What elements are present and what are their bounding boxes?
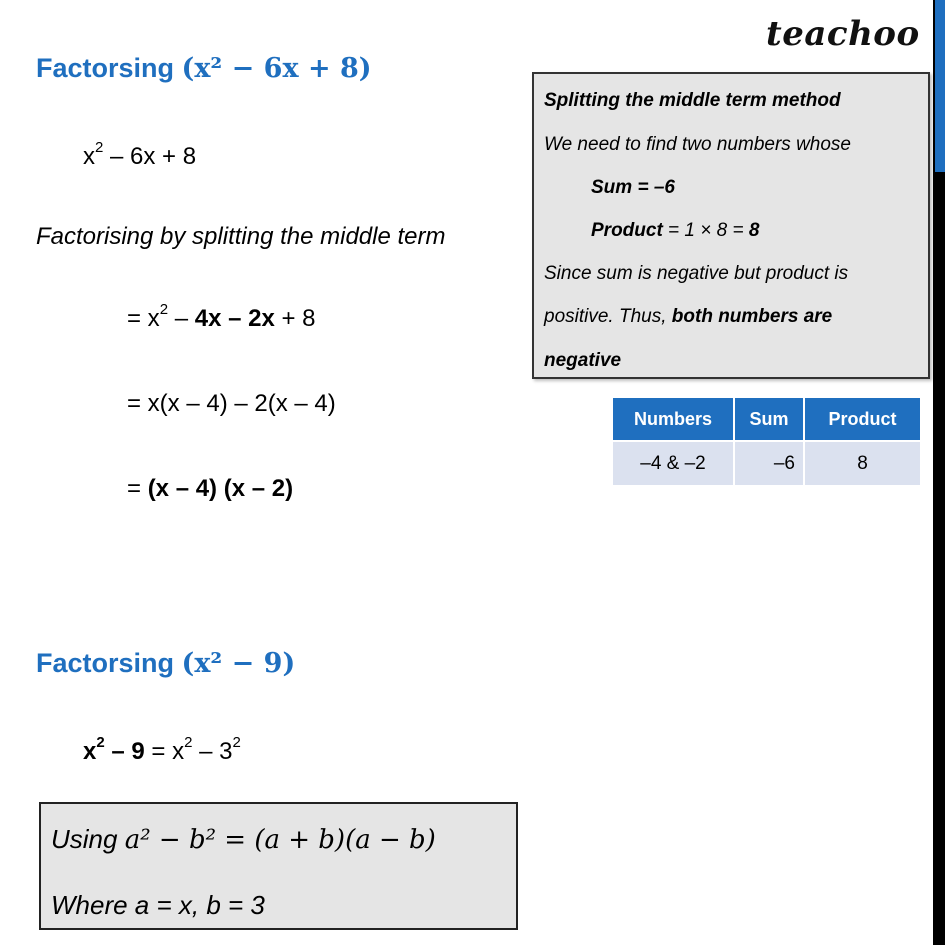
section2-heading-text: Factorsing [36,648,175,678]
section2-heading-expr: (x² − 9) [181,648,296,679]
note-title: Splitting the middle term method [544,90,841,111]
identity-box [39,802,518,930]
identity-where: Where a = x, b = 3 [51,890,265,920]
note-product: Product = 1 × 8 = 8 [591,220,760,241]
table-header-numbers: Numbers [613,398,734,441]
teachoo-logo: teachoo [766,14,920,54]
note-line5: positive. Thus, both numbers are [544,306,833,327]
table-header-sum: Sum [734,398,804,441]
table-cell-numbers: –4 & –2 [613,441,734,485]
section1-expression: $x^2 - 6x + 8$ [83,139,197,170]
section1-step2: = x(x – 4) – 2(x – 4) [127,390,336,417]
right-edge-accent [935,0,945,172]
section1-step1: = $x^2 - 4x - 2x + 8$ [127,301,316,332]
table-cell-product: 8 [804,441,920,485]
section1-heading-expr: (x² − 6x + 8) [181,53,372,84]
table-header-product: Product [804,398,920,441]
identity-formula: Using a² − b² = (a + b)(a − b) [51,824,436,855]
section1-method: Factorising by splitting the middle term [36,223,446,250]
note-sum: Sum = –6 [591,177,675,198]
table-row [613,441,920,485]
table-cell-sum: –6 [734,441,804,485]
section2-heading [36,648,295,679]
note-line4: Since sum is negative but product is [544,263,849,284]
note-line6: negative [544,350,622,371]
note-line1: We need to find two numbers whose [544,134,851,155]
table-header-row [613,398,920,441]
section2-expression: $x^2 - 9 = x^2 - 3^2$ [83,734,241,765]
section1-step3: = (x – 4) (x – 2) [127,475,294,502]
section1-heading-text: Factorsing [36,53,175,83]
numbers-table [613,398,920,485]
splitting-method-note [532,72,930,379]
section1-heading [36,53,372,84]
